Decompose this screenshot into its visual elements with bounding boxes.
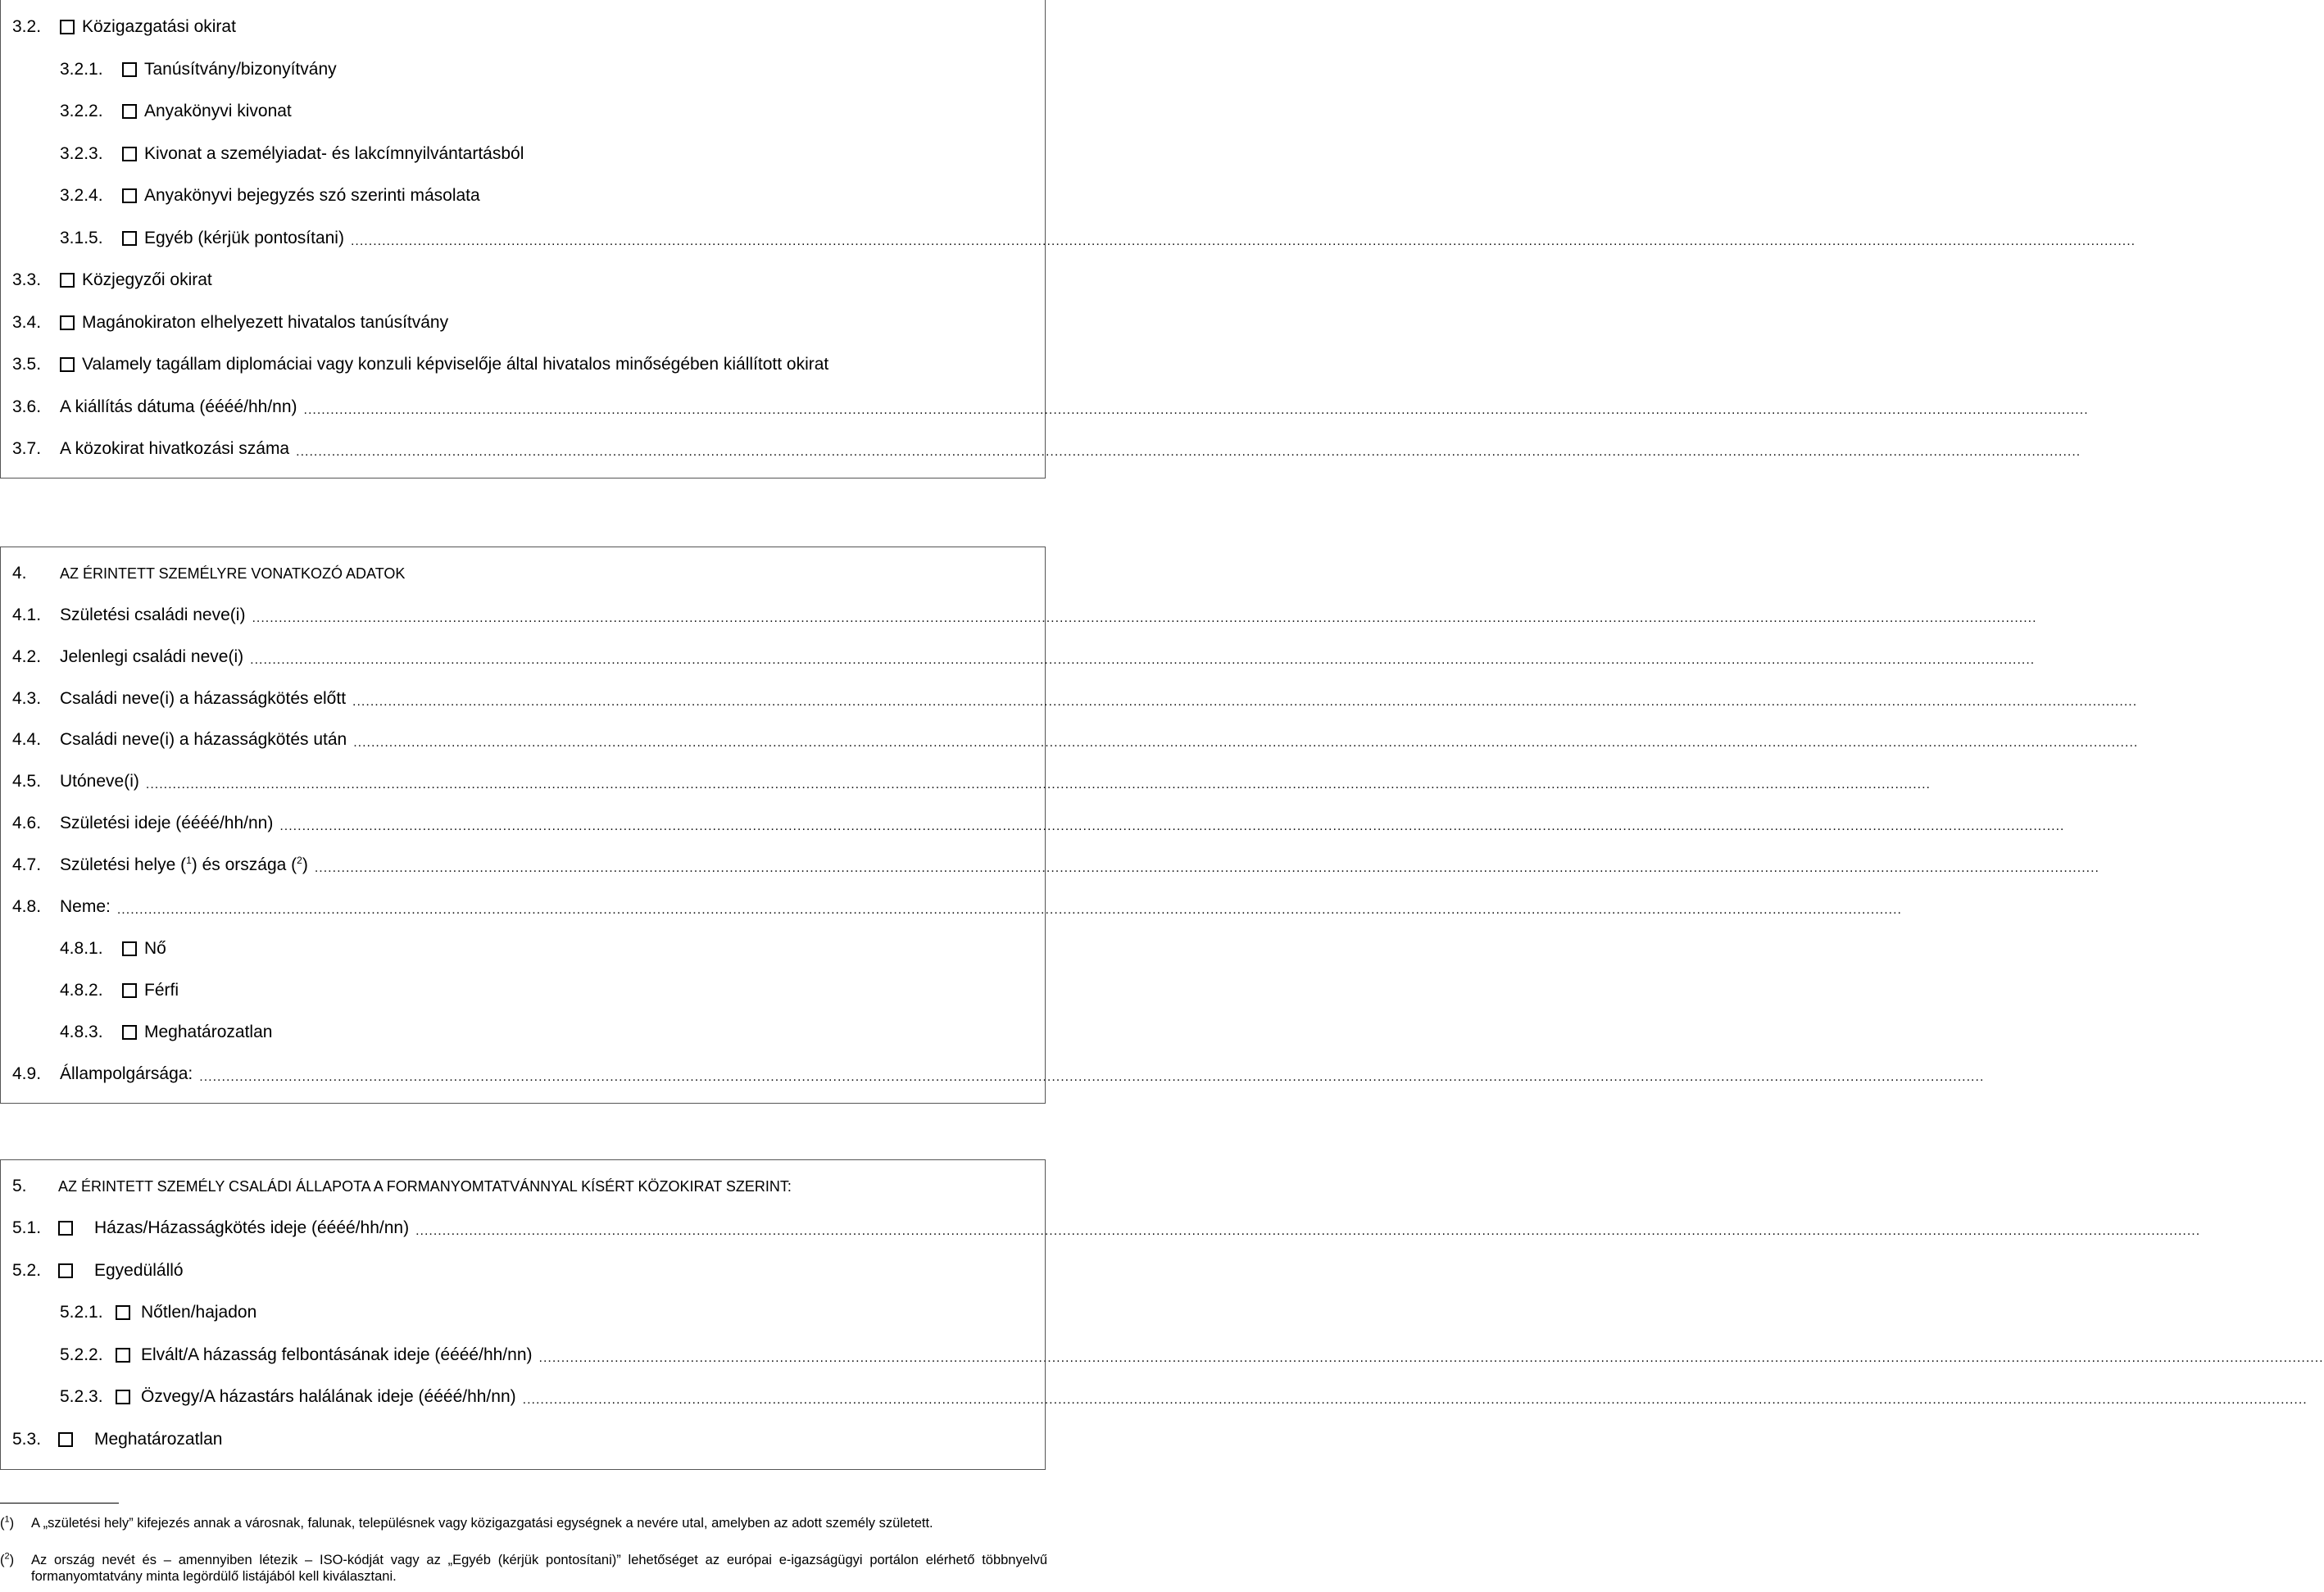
fill-in-line[interactable]: ................................................................................................................................................................................................................................................................................................................................................................................................................ — [279, 819, 2065, 833]
item-number: 4.4. — [12, 730, 42, 749]
item-label: Egyedülálló — [94, 1261, 184, 1280]
item-number: 4.8. — [12, 897, 42, 916]
fill-in-line[interactable]: ................................................................................................................................................................................................................................................................................................................................................................................................................ — [353, 736, 2139, 750]
item-number: 4.5. — [12, 772, 42, 791]
fill-in-line[interactable]: ................................................................................................................................................................................................................................................................................................................................................................................................................ — [116, 903, 1902, 917]
checkbox-anyakonyvi-kivonat[interactable] — [122, 104, 137, 119]
section-number: 5. — [12, 1177, 27, 1195]
fill-in-line[interactable]: ................................................................................................................................................................................................................................................................................................................................................................................................................ — [252, 611, 2037, 625]
row-4-3 — [12, 688, 2138, 710]
footnote-ref-1[interactable]: 1 — [186, 855, 192, 866]
checkbox-egyeb[interactable] — [122, 231, 137, 246]
footnote-text: A „születési hely” kifejezés annak a városnak, falunak, településnek vagy közigazgatási egységnek a nevére utal, amelyben az adott személy született. — [31, 1516, 933, 1531]
row-4-4 — [12, 729, 2139, 751]
item-number: 3.2. — [12, 17, 42, 36]
row-4-9 — [12, 1064, 1985, 1085]
footnote-number: 1 — [4, 1514, 10, 1525]
row-3-7 — [12, 438, 2081, 460]
item-number: 4.8.3. — [60, 1023, 103, 1041]
item-label: Közigazgatási okirat — [82, 17, 236, 36]
item-label: Valamely tagállam diplomáciai vagy konzuli képviselője által hivatalos minőségében kiállított okirat — [82, 355, 829, 374]
item-number: 3.4. — [12, 313, 42, 332]
row-4-7 — [12, 855, 2099, 876]
checkbox-ferfi[interactable] — [122, 983, 137, 998]
item-label: Nő — [144, 939, 166, 958]
row-3-2-4 — [60, 185, 1025, 206]
item-number: 5.2. — [12, 1261, 42, 1280]
fill-in-line[interactable]: ................................................................................................................................................................................................................................................................................................................................................................................................................ — [350, 234, 2136, 248]
fill-in-line[interactable]: ................................................................................................................................................................................................................................................................................................................................................................................................................ — [314, 861, 2099, 875]
fill-in-line[interactable]: ................................................................................................................................................................................................................................................................................................................................................................................................................ — [538, 1351, 2324, 1365]
item-label: Magánokiraton elhelyezett hivatalos tanúsítvány — [82, 313, 449, 332]
item-label: Születési családi neve(i) — [60, 606, 246, 624]
fill-in-line[interactable]: ................................................................................................................................................................................................................................................................................................................................................................................................................ — [415, 1224, 2201, 1238]
item-label: Nőtlen/hajadon — [141, 1303, 257, 1322]
item-number: 5.2.1. — [60, 1303, 103, 1322]
row-3-1-5 — [60, 228, 2136, 249]
item-number: 4.6. — [12, 814, 42, 832]
checkbox-diplomaciai-okirat[interactable] — [60, 357, 75, 372]
section-4-box — [0, 547, 2139, 1104]
item-label: Meghatározatlan — [94, 1430, 223, 1449]
item-label — [60, 855, 308, 876]
item-number: 3.3. — [12, 270, 42, 289]
row-4-8-1 — [60, 938, 1025, 959]
checkbox-elvalt[interactable] — [116, 1348, 130, 1363]
item-number: 4.9. — [12, 1064, 42, 1083]
row-4-5 — [12, 771, 1931, 792]
row-3-3 — [12, 270, 1025, 291]
section-title: AZ ÉRINTETT SZEMÉLYRE VONATKOZÓ ADATOK — [60, 565, 406, 582]
item-label: Családi neve(i) a házasságkötés után — [60, 730, 347, 749]
label-part: ) — [302, 855, 308, 874]
footnote-marker: ($^1$) — [0, 1514, 15, 1531]
checkbox-meghatarozatlan-allapot[interactable] — [58, 1432, 73, 1447]
item-number: 4.2. — [12, 647, 42, 666]
item-number: 3.7. — [12, 439, 42, 458]
item-number: 5.2.2. — [60, 1345, 103, 1364]
label-part: ) és országa ( — [191, 855, 297, 874]
section-3-box — [0, 0, 2136, 479]
item-number: 5.3. — [12, 1430, 42, 1449]
item-label: Családi neve(i) a házasságkötés előtt — [60, 689, 347, 708]
checkbox-hazas[interactable] — [58, 1221, 73, 1236]
item-number: 4.1. — [12, 606, 42, 624]
label-part: Születési helye ( — [60, 855, 187, 874]
checkbox-no[interactable] — [122, 941, 137, 956]
row-4-6 — [12, 813, 2065, 834]
item-label: A kiállítás dátuma (éééé/hh/nn) — [60, 397, 297, 416]
item-label: Születési ideje (éééé/hh/nn) — [60, 814, 274, 832]
fill-in-line[interactable]: ................................................................................................................................................................................................................................................................................................................................................................................................................ — [199, 1070, 1985, 1084]
footnote-ref-2[interactable]: 2 — [297, 855, 302, 866]
item-number: 3.2.1. — [60, 60, 103, 79]
fill-in-line[interactable]: ................................................................................................................................................................................................................................................................................................................................................................................................................ — [145, 778, 1931, 791]
item-number: 4.3. — [12, 689, 42, 708]
row-4-8-3 — [60, 1022, 1025, 1043]
checkbox-ozvegy[interactable] — [116, 1390, 130, 1404]
item-label: Jelenlegi családi neve(i) — [60, 647, 244, 666]
fill-in-line[interactable]: ................................................................................................................................................................................................................................................................................................................................................................................................................ — [303, 403, 2089, 417]
section-4-heading — [12, 563, 1025, 584]
row-3-2-3 — [60, 143, 1025, 165]
row-3-2-2 — [60, 101, 1025, 122]
item-label: Anyakönyvi kivonat — [144, 102, 292, 120]
section-number: 4. — [12, 564, 27, 583]
footnote-1 — [0, 1515, 1047, 1531]
item-number: 5.2.3. — [60, 1387, 103, 1406]
fill-in-line[interactable]: ................................................................................................................................................................................................................................................................................................................................................................................................................ — [296, 445, 2081, 459]
checkbox-notlen-hajadon[interactable] — [116, 1305, 130, 1320]
item-number: 4.8.1. — [60, 939, 103, 958]
row-5-1 — [12, 1218, 2201, 1239]
item-label: Házas/Házasságkötés ideje (éééé/hh/nn) — [94, 1218, 410, 1237]
item-label: Utóneve(i) — [60, 772, 139, 791]
item-label: Férfi — [144, 981, 179, 1000]
item-label: Kivonat a személyiadat- és lakcímnyilvántartásból — [144, 144, 524, 163]
row-3-5 — [12, 354, 1025, 375]
row-4-8 — [12, 896, 1902, 918]
fill-in-line[interactable]: ................................................................................................................................................................................................................................................................................................................................................................................................................ — [250, 653, 2036, 667]
row-5-3 — [12, 1429, 1025, 1450]
item-label: Közjegyzői okirat — [82, 270, 212, 289]
footnote-text: Az ország nevét és – amennyiben létezik – ISO-kódját vagy az „Egyéb (kérjük pontosítani)” lehetőséget az európai e-igazságügyi portálon elérhető többnyelvű formanyomtatvány minta legördülő listájából kell kiválasztani. — [31, 1553, 1047, 1584]
row-5-2-2 — [60, 1345, 2324, 1366]
item-number: 3.6. — [12, 397, 42, 416]
row-3-6 — [12, 397, 2089, 418]
row-4-2 — [12, 646, 2036, 668]
row-4-8-2 — [60, 980, 1025, 1001]
row-5-2-1 — [60, 1302, 1025, 1323]
item-label: Anyakönyvi bejegyzés szó szerinti másolata — [144, 186, 480, 205]
fill-in-line[interactable]: ................................................................................................................................................................................................................................................................................................................................................................................................................ — [522, 1393, 2308, 1407]
item-number: 3.2.2. — [60, 102, 103, 120]
item-number: 3.2.3. — [60, 144, 103, 163]
row-4-1 — [12, 605, 2037, 626]
item-number: 4.8.2. — [60, 981, 103, 1000]
checkbox-meghatarozatlan-nem[interactable] — [122, 1025, 137, 1040]
item-label: Neme: — [60, 897, 111, 916]
item-label: Egyéb (kérjük pontosítani) — [144, 229, 344, 247]
checkbox-anyakonyvi-masolat[interactable] — [122, 188, 137, 203]
item-number: 3.5. — [12, 355, 42, 374]
item-label: Özvegy/A házastárs halálának ideje (éééé/hh/nn) — [141, 1387, 516, 1406]
section-title: AZ ÉRINTETT SZEMÉLY CSALÁDI ÁLLAPOTA A FORMANYOMTATVÁNNYAL KÍSÉRT KÖZOKIRAT SZERINT: — [58, 1178, 792, 1195]
footnote-2 — [0, 1552, 1047, 1585]
item-label: Elvált/A házasság felbontásának ideje (éééé/hh/nn) — [141, 1345, 533, 1364]
row-3-2-1 — [60, 59, 1025, 80]
row-5-2-3 — [60, 1386, 2308, 1408]
footnote-number: 2 — [4, 1551, 10, 1562]
fill-in-line[interactable]: ................................................................................................................................................................................................................................................................................................................................................................................................................ — [352, 695, 2138, 709]
checkbox-tanusitvany[interactable] — [122, 62, 137, 77]
checkbox-maganokirat[interactable] — [60, 315, 75, 330]
item-number: 3.1.5. — [60, 229, 103, 247]
footnote-marker: ($^2$) — [0, 1551, 15, 1567]
item-label: A közokirat hivatkozási száma — [60, 439, 290, 458]
checkbox-kivonat-nyilvantartas[interactable] — [122, 147, 137, 161]
footnote-separator — [0, 1503, 119, 1504]
row-5-2 — [12, 1260, 1025, 1281]
section-5-heading — [12, 1176, 1025, 1197]
item-label: Tanúsítvány/bizonyítvány — [144, 60, 337, 79]
checkbox-egyedulallo[interactable] — [58, 1263, 73, 1278]
item-number: 4.7. — [12, 855, 42, 874]
item-label: Meghatározatlan — [144, 1023, 273, 1041]
row-3-2 — [12, 16, 1025, 38]
section-5-box — [0, 1159, 2324, 1470]
item-number: 3.2.4. — [60, 186, 103, 205]
item-label: Állampolgársága: — [60, 1064, 193, 1083]
checkbox-kozigazgatasi-okirat[interactable] — [60, 20, 75, 34]
row-3-4 — [12, 312, 1025, 333]
checkbox-kozjegyzoi-okirat[interactable] — [60, 273, 75, 288]
item-number: 5.1. — [12, 1218, 42, 1237]
